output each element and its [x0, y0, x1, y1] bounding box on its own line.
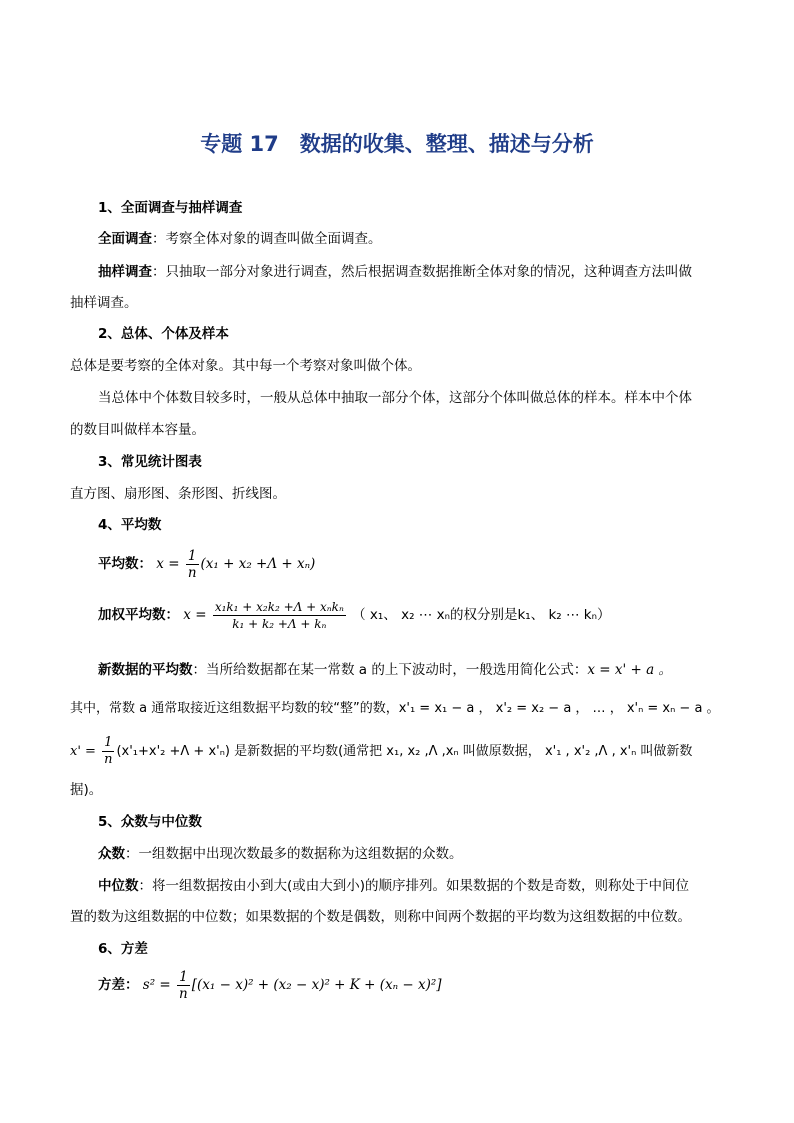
- new-data-mean-label: 新数据的平均数: [98, 662, 193, 678]
- variance-numerator: 1: [177, 969, 190, 986]
- section-3-heading: 3、常见统计图表: [98, 454, 202, 470]
- mean-lhs: x =: [156, 556, 180, 572]
- variance-fraction: [177, 969, 190, 1002]
- sample-survey-label: 抽样调查: [98, 264, 152, 280]
- constant-a-paragraph: 其中，常数 a 通常取接近这组数据平均数的较“整”的数，x'₁ = x₁ − a ， x'₂ = x₂ − a ， … ， x'ₙ = xₙ − a 。: [70, 701, 720, 716]
- new-data-mean-paragraph: [98, 660, 758, 680]
- mean-fraction: [186, 548, 199, 581]
- mean-label: 平均数：: [98, 556, 152, 572]
- median-text: ：将一组数据按由小到大(或由大到小)的顺序排列。如果数据的个数是奇数，则称处于中间位: [138, 878, 690, 894]
- new-mean-rhs: (x'₁+x'₂ +Λ + x'ₙ) 是新数据的平均数(通常把 x₁, x₂ ,Λ ,xₙ 叫做原数据， x'₁ , x'₂ ,Λ , x'ₙ 叫做新数: [116, 744, 693, 759]
- sample-survey-text-cont: 抽样调查。: [70, 295, 138, 311]
- weighted-mean-note: （ x₁、 x₂ ⋯ xₙ的权分别是k₁、 k₂ ⋯ kₙ）: [352, 607, 611, 623]
- mean-numerator: 1: [186, 548, 199, 565]
- variance-formula: [98, 964, 758, 1006]
- weighted-mean-fraction: [213, 599, 346, 632]
- variance-label: 方差：: [98, 977, 139, 993]
- new-mean-fraction: [102, 735, 114, 768]
- sample-paragraph: 当总体中个体数目较多时，一般从总体中抽取一部分个体，这部分个体叫做总体的样本。样本中个体: [98, 390, 692, 406]
- new-data-mean-formula-line: [70, 732, 730, 772]
- section-5-heading: 5、众数与中位数: [98, 814, 202, 830]
- weighted-mean-numerator: x₁k₁ + x₂k₂ +Λ + xₙkₙ: [214, 599, 344, 614]
- section-4-heading: 4、平均数: [98, 517, 162, 533]
- weighted-mean-denominator: k₁ + k₂ +Λ + kₙ: [232, 616, 327, 631]
- sample-survey-text: ：只抽取一部分对象进行调查，然后根据调查数据推断全体对象的情况，这种调查方法叫做: [152, 264, 692, 280]
- median-text-cont: 置的数为这组数据的中位数；如果数据的个数是偶数，则称中间两个数据的平均数为这组数据的中位数。: [70, 909, 691, 925]
- variance-lhs: s² =: [142, 977, 171, 993]
- mode-label: 众数: [98, 846, 125, 862]
- sample-survey-definition: [98, 262, 758, 282]
- variance-rhs: [(x₁ − x)² + (x₂ − x)² + K + (xₙ − x)²]: [191, 977, 442, 993]
- mode-definition: [98, 844, 758, 864]
- new-mean-denominator: n: [104, 752, 113, 767]
- new-mean-tail: 据)。: [70, 782, 103, 798]
- mean-denominator: n: [187, 564, 197, 581]
- sample-paragraph-cont: 的数目叫做样本容量。: [70, 422, 205, 438]
- population-paragraph: 总体是要考察的全体对象。其中每一个考察对象叫做个体。: [70, 358, 421, 374]
- page-title: 专题 17 数据的收集、整理、描述与分析: [200, 132, 594, 156]
- section-1-heading: 1、全面调查与抽样调查: [98, 200, 243, 216]
- full-survey-definition: [98, 229, 758, 249]
- mode-text: ：一组数据中出现次数最多的数据称为这组数据的众数。: [125, 846, 463, 862]
- mean-formula: [98, 544, 758, 584]
- median-label: 中位数: [98, 878, 139, 894]
- median-definition: [98, 876, 758, 896]
- new-data-mean-text: ：当所给数据都在某一常数 a 的上下波动时，一般选用简化公式：: [192, 662, 588, 678]
- weighted-mean-label: 加权平均数：: [98, 607, 179, 623]
- variance-denominator: n: [179, 985, 188, 1002]
- full-survey-label: 全面调查: [98, 231, 152, 247]
- weighted-mean-formula: [98, 594, 758, 636]
- new-mean-numerator: 1: [102, 735, 114, 752]
- section-2-heading: 2、总体、个体及样本: [98, 326, 229, 342]
- section-6-heading: 6、方差: [98, 941, 148, 957]
- chart-types-paragraph: 直方图、扇形图、条形图、折线图。: [70, 486, 286, 502]
- new-mean-lhs: x' =: [70, 744, 96, 759]
- new-data-mean-formula: x = x' + a 。: [587, 662, 672, 678]
- full-survey-text: ：考察全体对象的调查叫做全面调查。: [152, 231, 382, 247]
- weighted-mean-lhs: x =: [183, 607, 207, 623]
- mean-rhs: (x₁ + x₂ +Λ + xₙ): [200, 556, 316, 572]
